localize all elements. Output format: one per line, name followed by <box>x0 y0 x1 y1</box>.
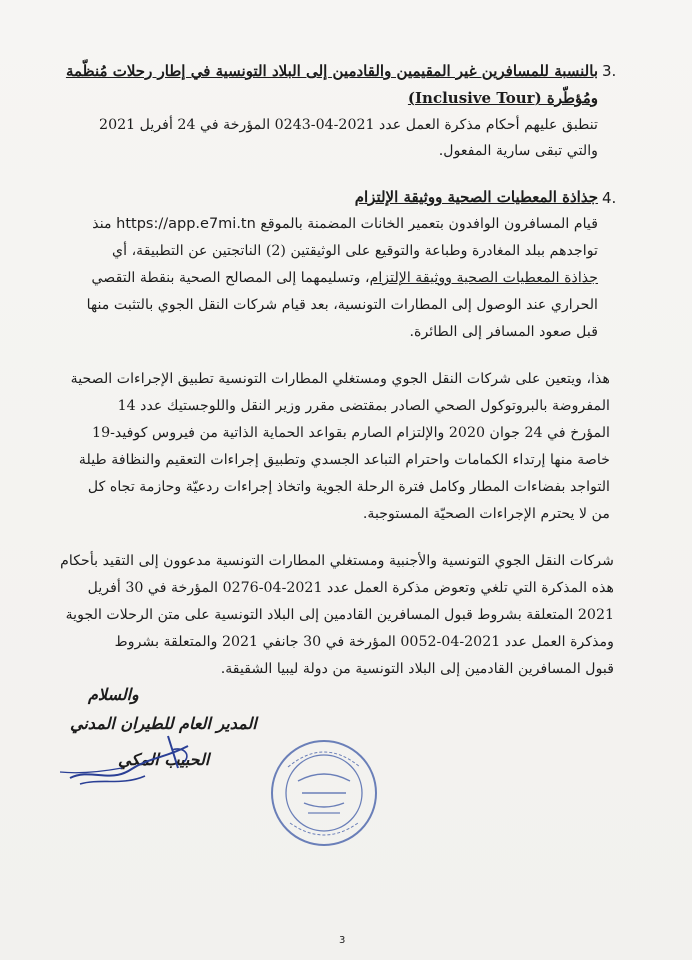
body-line <box>91 267 598 289</box>
handwritten-signature <box>60 728 210 798</box>
paragraph-line: قبول المسافرين القادمين إلى البلاد التونسية من دولة ليبيا الشقيقة. <box>220 661 614 677</box>
paragraph-line: المفروضة بالبروتوكول الصحي الصادر بمقتضى مقرر وزير النقل واللوجستيك عدد 14 <box>117 398 610 414</box>
paragraph-line: من لا يحترم الإجراءات الصحيّة المستوجبة. <box>362 506 610 522</box>
salutation: والسلام <box>88 685 139 704</box>
paragraph-line: شركات النقل الجوي التونسية والأجنبية ومستغلي المطارات التونسية مدعوون إلى التقيد بأحكام <box>60 553 614 569</box>
item-number: 4. <box>602 189 617 207</box>
item-heading: بالنسبة للمسافرين غير المقيمين والقادمين إلى البلاد التونسية في إطار رحلات مُنظّمة <box>65 62 598 80</box>
paragraph-line: المؤرخ في 24 جوان 2020 والإلتزام الصارم بقواعد الحماية الذاتية من فيروس كوفيد-19 <box>92 425 610 441</box>
body-line: تواجدهم ببلد المغادرة وطباعة والتوقيع على الوثيقتين (2) الناتجتين عن التطبيقة، أي <box>112 243 598 259</box>
underlined-text: جذاذة المعطيات الصحية ووثيقة الإلتزام <box>369 270 598 286</box>
paragraph-line: 2021 المتعلقة بشروط قبول المسافرين القادمين إلى البلاد التونسية على متن الرحلات الجوية <box>65 607 614 623</box>
body-line: تنطبق عليهم أحكام مذكرة العمل عدد 2021-04-0243 المؤرخة في 24 أفريل 2021 <box>99 117 598 133</box>
item-heading: جذاذة المعطيات الصحية ووثيقة الإلتزام <box>354 188 598 206</box>
item-number: 3. <box>602 62 617 80</box>
paragraph-line: هذا، ويتعين على شركات النقل الجوي ومستغلي المطارات التونسية تطبيق الإجراءات الصحية <box>70 371 610 387</box>
body-line: الحراري عند الوصول إلى المطارات التونسية، بعد قيام شركات النقل الجوي بالتثبت منها <box>86 297 598 313</box>
body-line: والتي تبقى سارية المفعول. <box>438 143 598 159</box>
body-line <box>92 213 598 235</box>
paragraph-line: ومذكرة العمل عدد 2021-04-0052 المؤرخة في 30 جانفي 2021 والمتعلقة بشروط <box>114 634 614 650</box>
body-text: ، وتسليمهما إلى المصالح الصحية بنقطة التقصي <box>91 270 370 286</box>
item-heading: ومُؤطّرة (Inclusive Tour) <box>407 89 598 107</box>
body-text: منذ <box>92 216 112 232</box>
page-number: 3 <box>339 935 346 946</box>
body-text: قيام المسافرون الوافدون بتعمير الخانات المضمنة بالموقع <box>260 216 598 232</box>
website-url: https://app.e7mi.tn <box>116 216 256 232</box>
official-stamp <box>268 737 380 849</box>
paragraph-line: هذه المذكرة التي تلغي وتعوض مذكرة العمل عدد 2021-04-0276 المؤرخة في 30 أفريل <box>87 580 614 596</box>
paragraph-line: التواجد بفضاءات المطار وكامل فترة الرحلة الجوية واتخاذ إجراءات ردعيّة وحازمة تجاه كل <box>87 479 610 495</box>
signatory-name: الحبيب المكي <box>118 750 210 769</box>
body-line: قبل صعود المسافر إلى الطائرة. <box>409 324 598 340</box>
paragraph-line: خاصة منها إرتداء الكمامات واحترام التباعد الجسدي وتطبيق إجراءات التعقيم والنظافة طيلة <box>78 452 610 468</box>
signatory-title: المدير العام للطيران المدني <box>70 714 257 733</box>
